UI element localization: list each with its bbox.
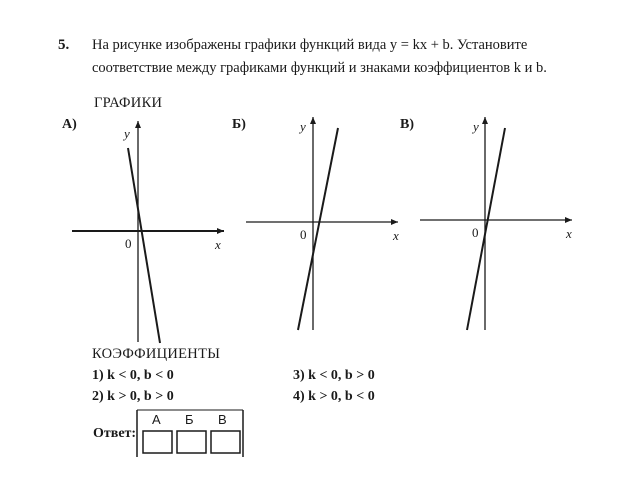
graph-a [72,121,224,343]
answer-column-a: А [152,412,161,427]
answer-box-b[interactable] [177,431,206,453]
graph-b-origin: 0 [300,227,307,242]
graph-a-origin: 0 [125,236,132,251]
graph-a-x-label: x [215,237,221,252]
graph-b-y-label: y [300,119,306,134]
graph-a-label: А) [62,117,77,132]
answer-box-a[interactable] [143,431,172,453]
answer-label: Ответ: [93,426,137,441]
task-text-line-2: соответствие между графиками функций и знаками коэффициентов k и b. [92,60,547,76]
graph-v-y-label: y [473,119,479,134]
task-number: 5. [58,37,70,53]
graphs-section-title: ГРАФИКИ [94,95,163,111]
graph-v-origin: 0 [472,225,479,240]
option-1: 1) k < 0, b < 0 [92,368,174,383]
answer-column-v: В [218,412,227,427]
option-3: 3) k < 0, b > 0 [293,368,375,383]
task-text-line-1: На рисунке изображены графики функций вида y = kx + b. Установите [92,37,528,53]
graph-a-line [128,148,160,343]
answer-box-v[interactable] [211,431,240,453]
graph-b [246,117,399,330]
graph-a-y-label: y [124,126,130,141]
graph-b-label: Б) [232,117,246,132]
answer-table [137,410,243,457]
coefficients-section-title: КОЭФФИЦИЕНТЫ [92,346,221,362]
graph-v-x-label: x [566,226,572,241]
option-4: 4) k > 0, b < 0 [293,389,375,404]
option-2: 2) k > 0, b > 0 [92,389,174,404]
answer-column-b: Б [185,412,194,427]
graph-v-label: В) [400,117,414,132]
graph-b-x-label: x [393,228,399,243]
graph-v [420,117,572,330]
